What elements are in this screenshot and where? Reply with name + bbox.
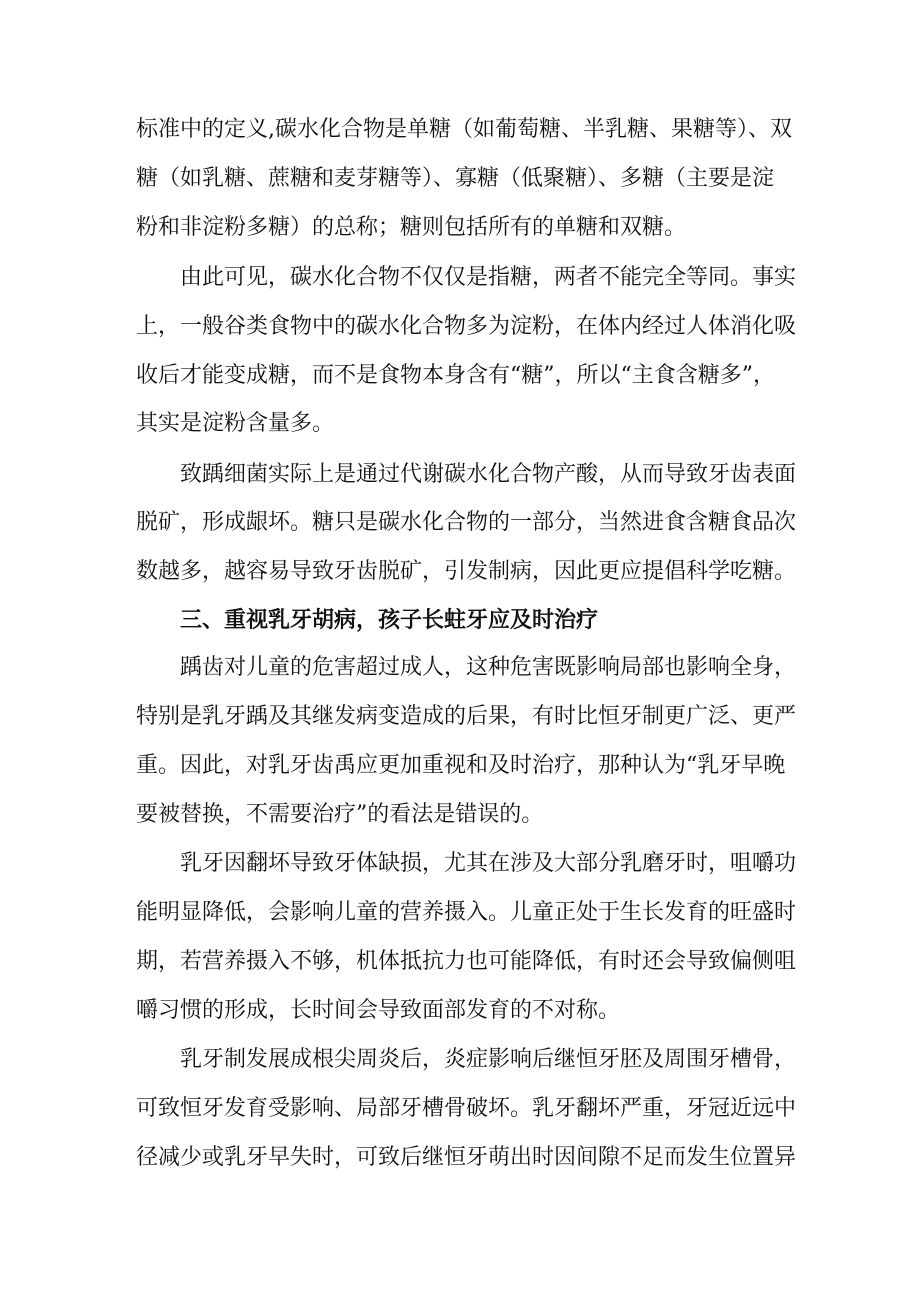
text-line: 径减少或乳牙早失时，可致后继恒牙萌出时因间隙不足而发生位置异 [136,1145,797,1170]
text-line: 其实是淀粉含量多。 [136,411,335,436]
text-line: 致踽细菌实际上是通过代谢碳水化合物产酸，从而导致牙齿表面 [180,462,797,487]
text-line: 要被替换，不需要治疗”的看法是错误的。 [136,802,544,827]
text-line: 糖（如乳糖、蔗糖和麦芽糖等）、寡糖（低聚糖）、多糖（主要是淀 [136,166,775,191]
text-line: 期，若营养摄入不够，机体抵抗力也可能降低，有时还会导致偏侧咀 [136,949,797,974]
text-line: 踽齿对儿童的危害超过成人，这种危害既影响局部也影响全身， [180,655,797,680]
text-line: 数越多，越容易导致牙齿脱矿，引发制病，因此更应提倡科学吃糖。 [136,559,797,584]
text-line: 乳牙制发展成根尖周炎后，炎症影响后继恒牙胚及周围牙槽骨， [180,1047,797,1072]
text-line: 特别是乳牙踽及其继发病变造成的后果，有时比恒牙制更广泛、更严 [136,704,797,729]
section-heading: 三、重视乳牙胡病，孩子长蛀牙应及时治疗 [180,607,599,633]
text-line: 乳牙因翻坏导致牙体缺损，尤其在涉及大部分乳磨牙时，咀嚼功 [180,851,797,876]
text-line: 标准中的定义,碳水化合物是单糖（如葡萄糖、半乳糖、果糖等）、双 [136,117,792,142]
text-line: 可致恒牙发育受影响、局部牙槽骨破坏。乳牙翻坏严重，牙冠近远中 [136,1096,797,1121]
text-line: 重。因此，对乳牙齿禹应更加重视和及时治疗，那种认为“乳牙早晚 [136,753,786,778]
text-line: 由此可见，碳水化合物不仅仅是指糖，两者不能完全等同。事实 [180,265,797,290]
text-line: 粉和非淀粉多糖）的总称；糖则包括所有的单糖和双糖。 [136,215,687,240]
text-line: 嚼习惯的形成，长时间会导致面部发育的不对称。 [136,998,621,1023]
text-line: 上，一般谷类食物中的碳水化合物多为淀粉，在体内经过人体消化吸 [136,314,797,339]
text-line: 脱矿，形成龈坏。糖只是碳水化合物的一部分，当然进食含糖食品次 [136,510,797,535]
text-line: 能明显降低，会影响儿童的营养摄入。儿童正处于生长发育的旺盛时 [136,900,797,925]
text-line: 收后才能变成糖，而不是食物本身含有“糖”，所以“主食含糖多”， [136,363,775,388]
